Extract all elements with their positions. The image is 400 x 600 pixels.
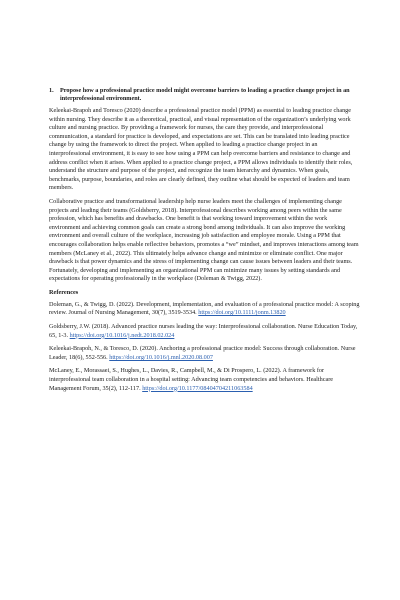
- reference-link[interactable]: https://doi.org/10.1111/jonm.13820: [198, 309, 286, 317]
- question-heading: [49, 87, 360, 103]
- reference-item-4: [49, 367, 360, 393]
- reference-text: Goldsberry, J.W. (2018). Advanced practice nurses leading the way: Interprofessional collaboration. Nurse Education Today, 65, 1-3.: [49, 323, 358, 339]
- reference-link[interactable]: https://doi.org/10.1016/j.nedt.2018.02.024: [69, 331, 175, 339]
- reference-item-1: [49, 301, 360, 318]
- reference-text: McLaney, E., Morassaei, S., Hughes, L., Davies, R., Campbell, M., & Di Prospero, L. (2022). A framework for interprofessional team collaboration in a hospital setting: Advancing team competencies and behaviors. Healthcare Management Forum, 35(2), 112-117.: [49, 367, 334, 392]
- body-paragraph-1: Keleekai-Brapoh and Toresco (2020) describe a professional practice model (PPM) as essential to leading practice change within nursing. They describe it as a theoretical, practical, and visual representation of the organization’s underlying work culture and nursing practice. By providing a framework for nurses, the care they provide, and interprofessional communication, a standard for practice is developed, and expectations are set. This can be translated into leading practice change by using the framework to direct the project. When applied to leading a practice change project in an interprofessional environment, it is easy to see how using a PPM can help overcome barriers and resistance to change and address conflict when it arises. When applied to a practice change project, a PPM allows individuals to identify their roles, understand the structure and purpose of the project, and recognize the team hierarchy and dynamics. When goals, benchmarks, purpose, boundaries, and roles are clearly defined, they outline what should be expected of leaders and team members.: [49, 107, 353, 192]
- question-number: 1.: [49, 87, 54, 94]
- reference-link[interactable]: https://doi.org/10.1177/08404704211063584: [142, 384, 253, 392]
- references-heading: References: [49, 288, 79, 296]
- reference-item-3: [49, 345, 360, 362]
- reference-item-2: [49, 323, 360, 340]
- reference-link[interactable]: https://doi.org/10.1016/j.mnl.2020.08.007: [109, 353, 213, 361]
- body-paragraph-2: Collaborative practice and transformational leadership help nurse leaders meet the challenges of implementing change projects and leading their teams (Goldsberry, 2018). Interprofessional describes working among peers within the same profession, which has benefits and drawbacks. One benefit is that working toward improvement within the work environment and achieving common goals can create a strong bond among individuals. It can also improve the working environment and overall culture of the workplace, increasing job satisfaction and employee morale. Using a PPM that encourages collaboration helps enable reflective behaviors, promotes a “we” mindset, and improves interactions among team members (McLaney et al., 2022). This ultimately helps advance change and minimize or eliminate conflict. One major drawback is that power dynamics and the stress of implementing change can cause issues between leaders and their teams. Fortunately, developing and implementing an organizational PPM can minimize many issues by setting standards and expectations for operating professionally in the workplace (Doleman & Twigg, 2022).: [49, 197, 359, 283]
- reference-text: Keleekai-Brapoh, N., & Toresco, D. (2020). Anchoring a professional practice model: Success through collaboration. Nurse Leader, 18(6), 552-556.: [49, 345, 356, 361]
- question-text: Propose how a professional practice model might overcome barriers to leading a practice change project in an interprofessional environment.: [60, 87, 350, 102]
- reference-text: Doleman, G., & Twigg, D. (2022). Development, implementation, and evaluation of a professional practice model: A scoping review. Journal of Nursing Management, 30(7), 3519-3534.: [49, 300, 360, 317]
